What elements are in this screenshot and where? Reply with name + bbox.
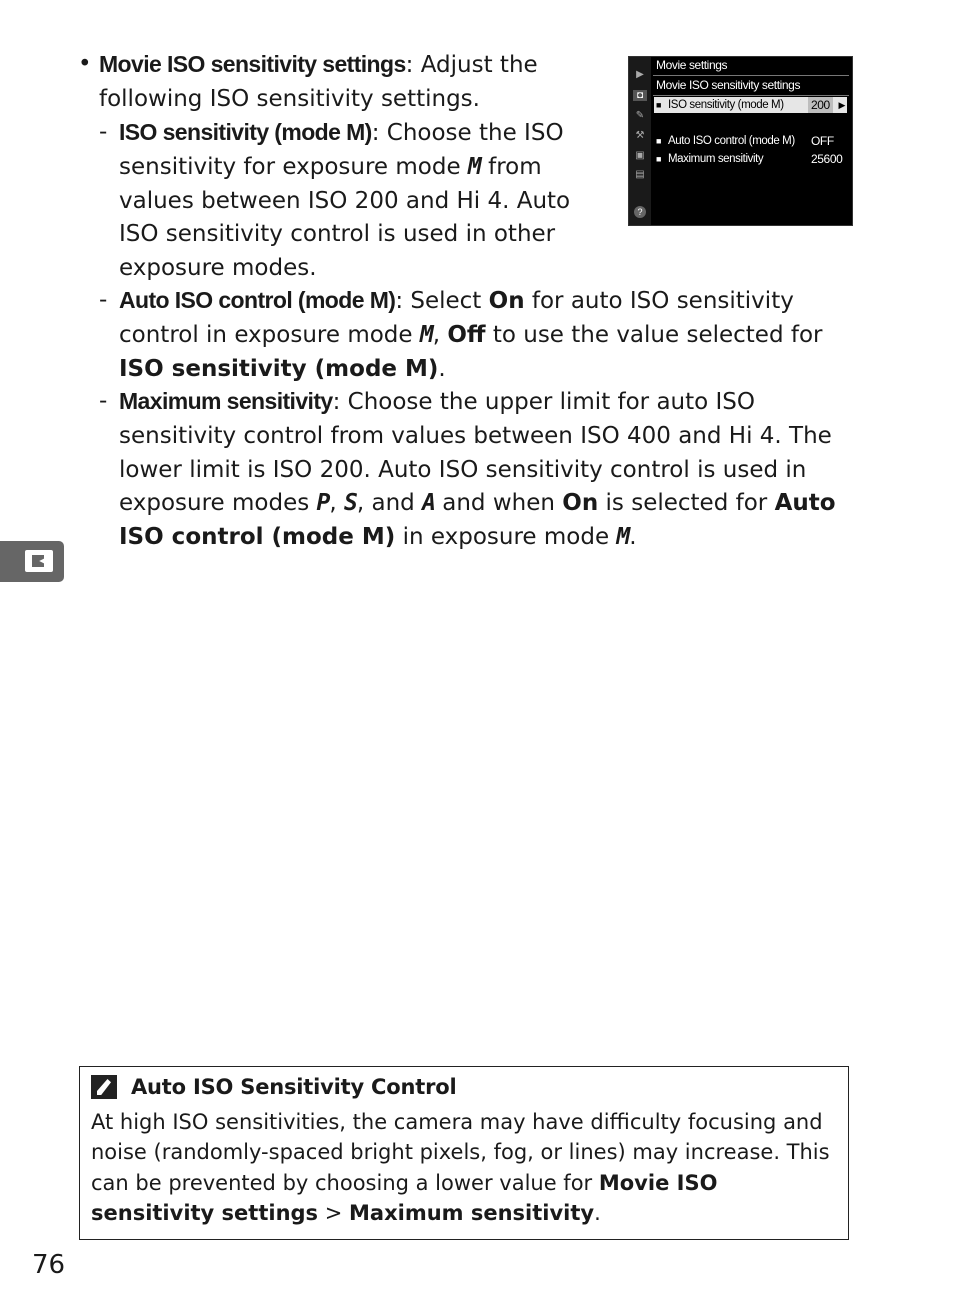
- menu-divider: [653, 95, 849, 96]
- ref-maximum-sensitivity: Maximum sensitivity: [349, 1200, 595, 1225]
- ref-movie-iso-settings: Movie ISO sensitivity settings: [91, 1170, 718, 1225]
- mode-m-glyph: M: [419, 321, 433, 348]
- list-icon: ▤: [635, 169, 645, 180]
- note-box: [79, 1066, 849, 1240]
- option-on: On: [488, 288, 525, 314]
- page-number: 76: [32, 1250, 66, 1280]
- menu-row-auto-iso-control[interactable]: ■ Auto ISO control (mode M) OFF: [656, 134, 834, 148]
- movie-camera-icon: [25, 550, 53, 572]
- movie-camera-icon: ■: [656, 136, 662, 146]
- sub-item-title: Auto ISO control (mode M): [119, 287, 396, 313]
- dash-marker: -: [99, 119, 108, 145]
- main-bullet: [78, 48, 588, 117]
- movie-camera-icon: ■: [656, 154, 662, 164]
- menu-side-tabs: [629, 57, 651, 225]
- bullet-marker: •: [78, 51, 92, 77]
- menu-row-maximum-sensitivity[interactable]: ■ Maximum sensitivity 25600: [656, 152, 843, 166]
- camera-icon: ◘: [633, 90, 647, 101]
- option-off: Off: [447, 321, 486, 348]
- note-title: Auto ISO Sensitivity Control: [131, 1075, 457, 1099]
- menu-sub-title: Movie ISO sensitivity settings: [656, 78, 801, 92]
- arrow-right-icon: ▶: [838, 100, 845, 110]
- menu-row-iso-mode-m[interactable]: ■ ISO sensitivity (mode M) 200 ▶: [656, 98, 845, 112]
- wrench-icon: ⚒: [635, 130, 645, 141]
- sub-item-text: ISO sensitivity (mode M): Choose the ISO sensitivity for exposure mode M from values between ISO 200 and Hi 4. Auto ISO sensitivity control is used in other exposure modes.: [119, 119, 571, 282]
- sub-item-title: Maximum sensitivity: [119, 388, 333, 414]
- sub-item-text: Maximum sensitivity: Choose the upper limit for auto ISO sensitivity control from values between ISO 400 and Hi 4. The lower limit is ISO 200. Auto ISO sensitivity control is used in exposure modes P, S, and A and when On is selected for Auto ISO control (mode M) in exposure mode M.: [119, 388, 836, 551]
- sub-item-title: ISO sensitivity (mode M): [119, 119, 372, 145]
- pencil-icon: [91, 1075, 117, 1099]
- menu-divider: [653, 75, 849, 76]
- movie-icon: ▣: [635, 150, 645, 161]
- sub-item-iso-mode-m: [99, 116, 579, 286]
- sub-item-maximum-sensitivity: [99, 385, 859, 555]
- ref-auto-iso-control: Auto ISO control (mode M): [119, 490, 836, 551]
- mode-a-glyph: A: [422, 490, 435, 517]
- section-side-tab: [0, 541, 64, 582]
- help-icon: ?: [634, 206, 646, 218]
- dash-marker: -: [99, 287, 108, 313]
- sub-item-auto-iso-control: [99, 284, 859, 386]
- option-on: On: [562, 490, 599, 517]
- dash-marker: -: [99, 388, 108, 414]
- movie-camera-icon: ■: [656, 100, 662, 110]
- playback-icon: ▶: [636, 69, 644, 80]
- camera-menu-screenshot: [628, 56, 853, 226]
- mode-m-glyph: M: [616, 524, 630, 551]
- note-body: At high ISO sensitivities, the camera may have difficulty focusing and noise (randomly-spaced bright pixels, fog, or lines) may increase. This can be prevented by choosing a lower value for Movie ISO sensitivity settings > Maximum sensitivity.: [91, 1110, 830, 1225]
- menu-title: Movie settings: [656, 58, 728, 72]
- bullet-title: Movie ISO sensitivity settings: [99, 51, 406, 77]
- sub-item-text: Auto ISO control (mode M): Select On for auto ISO sensitivity control in exposure mode M, Off to use the value selected for ISO sensitivity (mode M).: [119, 287, 823, 382]
- mode-s-glyph: S: [344, 490, 357, 517]
- ref-iso-mode-m: ISO sensitivity (mode M): [119, 355, 439, 382]
- pencil-icon: ✎: [635, 110, 645, 121]
- mode-p-glyph: P: [316, 490, 330, 517]
- mode-m-glyph: M: [467, 153, 481, 180]
- bullet-text: Movie ISO sensitivity settings: Adjust the following ISO sensitivity settings.: [99, 51, 538, 112]
